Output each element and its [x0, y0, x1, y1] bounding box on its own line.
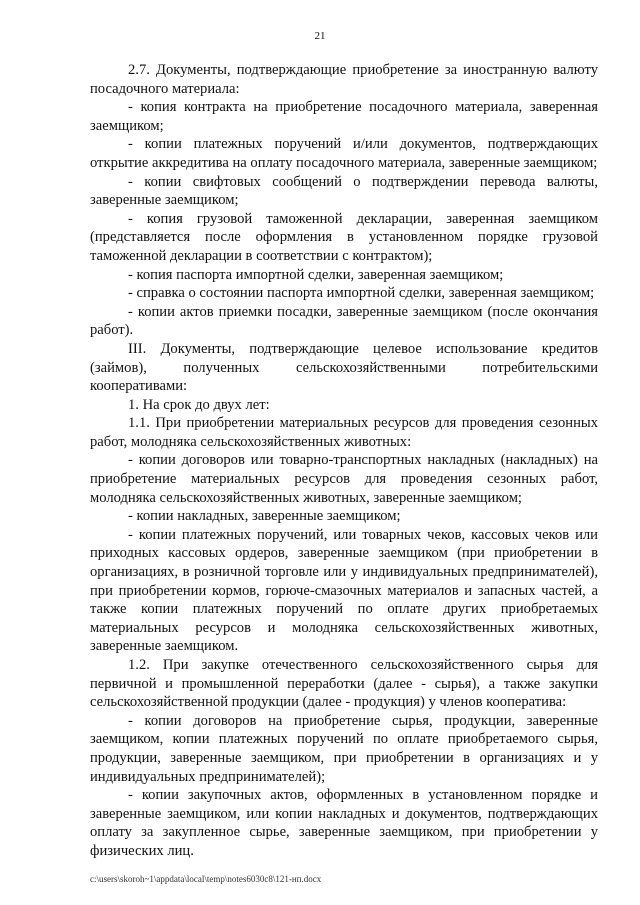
footer-file-path: c:\users\skoroh~1\appdata\local\temp\notes6030c8\121-нп.docx: [90, 874, 322, 884]
list-item: - копии закупочных актов, оформленных в установленном порядке и заверенные заемщиком, или копии накладных и документов, подтверждающих оплату за закупленное сырье, заверенные заемщиком, при приобретении у физических лиц.: [90, 787, 598, 859]
paragraph-1-1-heading: 1.1. При приобретении материальных ресурсов для проведения сезонных работ, молодняка сельскохозяйственных животных:: [90, 415, 598, 450]
list-item: - копии накладных, заверенные заемщиком;: [128, 508, 401, 525]
list-item: - копии свифтовых сообщений о подтверждении перевода валюты, заверенные заемщиком;: [90, 173, 598, 209]
paragraph-1-2-heading: 1.2. При закупке отечественного сельскохозяйственного сырья для первичной и промышленной переработки (далее - сырья), а также закупки сельскохозяйственной продукции (далее - продукция) у членов кооператива:: [90, 657, 598, 711]
list-item: - справка о состоянии паспорта импортной сделки, заверенная заемщиком;: [128, 285, 595, 302]
paragraph-2-7-heading: 2.7. Документы, подтверждающие приобретение за иностранную валюту посадочного материала:: [90, 62, 598, 97]
list-item: - копия паспорта импортной сделки, заверенная заемщиком;: [128, 266, 504, 283]
list-item: - копии платежных поручений и/или документов, подтверждающих открытие аккредитива на оплату посадочного материала, заверенные заемщиком;: [90, 136, 598, 171]
list-item: - копии платежных поручений, или товарных чеков, кассовых чеков или приходных кассовых ордеров, заверенные заемщиком (при приобретении в организациях, в розничной торговле или у индивидуальных предпринимателей), при приобретении кормов, горюче-смазочных материалов и запасных частей, а также копии платежных поручений по оплате других приобретаемых материальных ресурсов и молодняка сельскохозяйственных животных, заверенные заемщиком.: [90, 526, 598, 655]
list-item: - копии актов приемки посадки, заверенные заемщиком (после окончания работ).: [90, 303, 598, 339]
section-iii-heading: III. Документы, подтверждающие целевое использование кредитов (займов), полученных сельскохозяйственными потребительскими кооперативами:: [90, 340, 598, 395]
document-body: [90, 61, 598, 861]
list-item: - копия контракта на приобретение посадочного материала, заверенная заемщиком;: [90, 99, 598, 134]
list-item: - копии договоров или товарно-транспортных накладных (накладных) на приобретение материальных ресурсов для проведения сезонных работ, молодняка сельскохозяйственных животных, заверенные заемщиком;: [90, 452, 598, 506]
list-item: - копия грузовой таможенной декларации, заверенная заемщиком (представляется после оформления в установленном порядке грузовой таможенной декларации в соответствии с контрактом);: [90, 210, 598, 264]
list-item: - копии договоров на приобретение сырья, продукции, заверенные заемщиком, копии платежных поручений по оплате приобретаемого сырья, продукции, заверенные заемщиком, при приобретении в организациях и у индивидуальных предпринимателей);: [90, 712, 598, 785]
subsection-heading: 1. На срок до двух лет:: [128, 396, 270, 413]
page-number: 21: [314, 30, 326, 42]
